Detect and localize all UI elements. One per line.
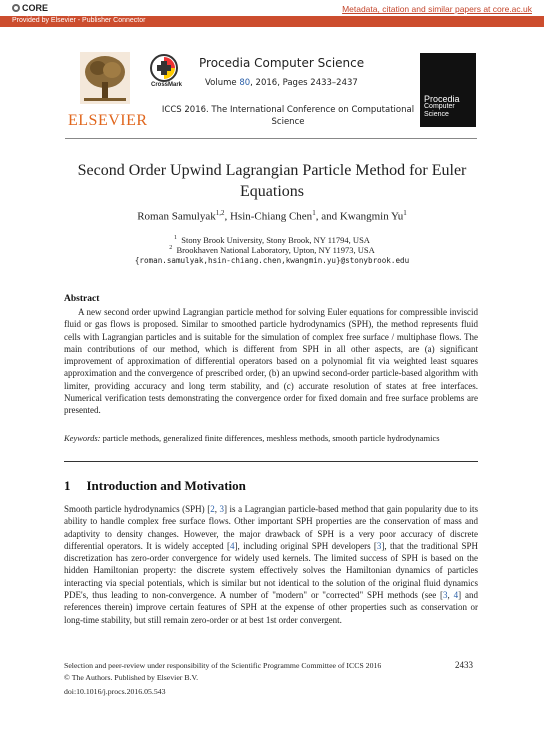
section-heading: [64, 478, 246, 494]
abstract-divider: [64, 461, 478, 462]
author-affiliation-marker: 1,2: [215, 209, 225, 217]
affiliation-1-marker: 1: [174, 235, 178, 242]
page-number: 2433: [455, 660, 473, 670]
citation-link[interactable]: 4: [230, 540, 235, 551]
affiliation-1-text: Stony Brook University, Stony Brook, NY 11794, USA: [181, 235, 370, 245]
footer-copyright: © The Authors. Published by Elsevier B.V.: [64, 673, 199, 682]
affiliation-2-marker: 2: [169, 245, 173, 252]
section-title: Introduction and Motivation: [86, 478, 246, 493]
core-logo[interactable]: [12, 3, 48, 13]
journal-title[interactable]: Procedia Computer Science: [199, 56, 365, 70]
footer-review-note: Selection and peer-review under responsibility of the Scientific Programme Committee of ICCS 2016: [64, 661, 382, 670]
citation-link[interactable]: 4: [453, 590, 459, 601]
section-text: Smooth particle hydrodynamics (SPH) [: [64, 504, 211, 514]
section-text: ,: [214, 504, 220, 514]
elsevier-wordmark: ELSEVIER: [68, 112, 148, 129]
paper-title: Second Order Upwind Lagrangian Particle Method for Euler Equations: [77, 162, 467, 200]
elsevier-tree-logo-icon: [80, 52, 130, 104]
abstract-body: A new second order upwind Lagrangian particle method for solving Euler equations for compressible inviscid fluid or gas flows is proposed. Similar to smoothed particle hydrodynamics (SPH), the method represents fluid cells with Lagrangian particles and is suitable for the simulation of complex free surface / multiphase flows. The main contributions of our method, which is different from SPH in all other aspects, are (a) significant improvement of approximation of differential operators based on a polynomial fit via weighted least squares approximation and the convergence of prescribed order, (b) an upwind second-order particle-based algorithm with limiter, providing accuracy and long term stability, and (c) accurate resolution of states at free interfaces. Numerical verification tests demonstrating the convergence order for fixed domain and free surface problems are presented.: [64, 307, 478, 416]
journal-cover-text: [424, 95, 460, 119]
volume-suffix: , 2016, Pages 2433–2437: [250, 78, 358, 88]
core-logo-icon: [12, 4, 20, 12]
section-number: 1: [64, 478, 71, 493]
cover-line-1: Procedia: [424, 94, 460, 104]
author-name: Roman Samulyak: [137, 210, 216, 223]
core-logo-text: CORE: [22, 3, 49, 13]
section-text: ], that the traditional SPH discretization has zero-order convergence for widely used kernels. The limited success of SPH is based on the hidden Hamiltonian property: the discrete system effectively solves the Hamiltonian dynamics of particles interacting via special potentials, which is similar but not identical to the solution of the original fluid dynamics PDE's, thus leading to non-convergence. A number of "modern" or "corrected" SPH methods (see [: [64, 540, 478, 601]
citation-link[interactable]: 3: [376, 540, 382, 551]
section-text: ] and references therein) improve certain features of SPH at the expense of other properties such as conservation or long-time stability, but still remain zero-order or at best 1st order convergent.: [64, 590, 479, 625]
keywords-text: particle methods, generalized finite differences, meshless methods, smooth particle hydrodynamics: [102, 433, 440, 443]
crossmark-icon[interactable]: [150, 54, 178, 82]
cover-line-2: Computer: [424, 103, 455, 110]
affiliation-2-text: Brookhaven National Laboratory, Upton, NY 11973, USA: [176, 245, 375, 255]
keywords: [64, 433, 478, 445]
section-text: ,: [447, 590, 454, 601]
doi[interactable]: doi:10.1016/j.procs.2016.05.543: [64, 687, 166, 696]
keywords-label: Keywords:: [64, 433, 101, 443]
author-emails[interactable]: {roman.samulyak,hsin-chiang.chen,kwangmin.yu}@stonybrook.edu: [134, 256, 410, 265]
citation-link[interactable]: 2: [210, 504, 215, 514]
author-list: Roman Samulyak$^{1,2}$, Hsin-Chiang Chen$^1$, and Kwangmin Yu$^1$: [137, 209, 407, 223]
section-text: ], including original SPH developers [: [234, 540, 377, 551]
author-name: Kwangmin Yu: [339, 210, 404, 223]
cover-line-3: Science: [424, 111, 449, 118]
affiliation-1: [60, 235, 484, 245]
conference-line: ICCS 2016. The International Conference on Computational Science: [161, 105, 415, 127]
author-name: Hsin-Chiang Chen: [229, 210, 313, 223]
volume-link[interactable]: 80: [239, 78, 251, 88]
citation-link[interactable]: 3: [443, 590, 448, 601]
volume-prefix: Volume: [205, 78, 240, 88]
header-divider: [65, 138, 477, 139]
author-affiliation-marker: 1: [403, 209, 407, 217]
abstract-heading: Abstract: [64, 294, 100, 304]
provided-by-text: Provided by Elsevier - Publisher Connector: [12, 17, 146, 24]
crossmark-label: CrossMark: [151, 82, 183, 88]
affiliation-2: [60, 245, 484, 255]
citation-link[interactable]: 3: [219, 504, 224, 514]
section-body: [64, 503, 478, 626]
section-text: ] is a Lagrangian particle-based method that gain popularity due to its ability to handle complex free surface flows. Other important SPH properties are the conservation of mass and adaptivity to density changes. However, the major drawback of SPH is a very poor accuracy of discrete differential operators. It is widely accepted [: [64, 504, 478, 551]
volume-line: [205, 78, 358, 88]
author-affiliation-marker: 1: [312, 209, 316, 217]
core-metadata-link[interactable]: Metadata, citation and similar papers at core.ac.uk: [342, 4, 532, 14]
